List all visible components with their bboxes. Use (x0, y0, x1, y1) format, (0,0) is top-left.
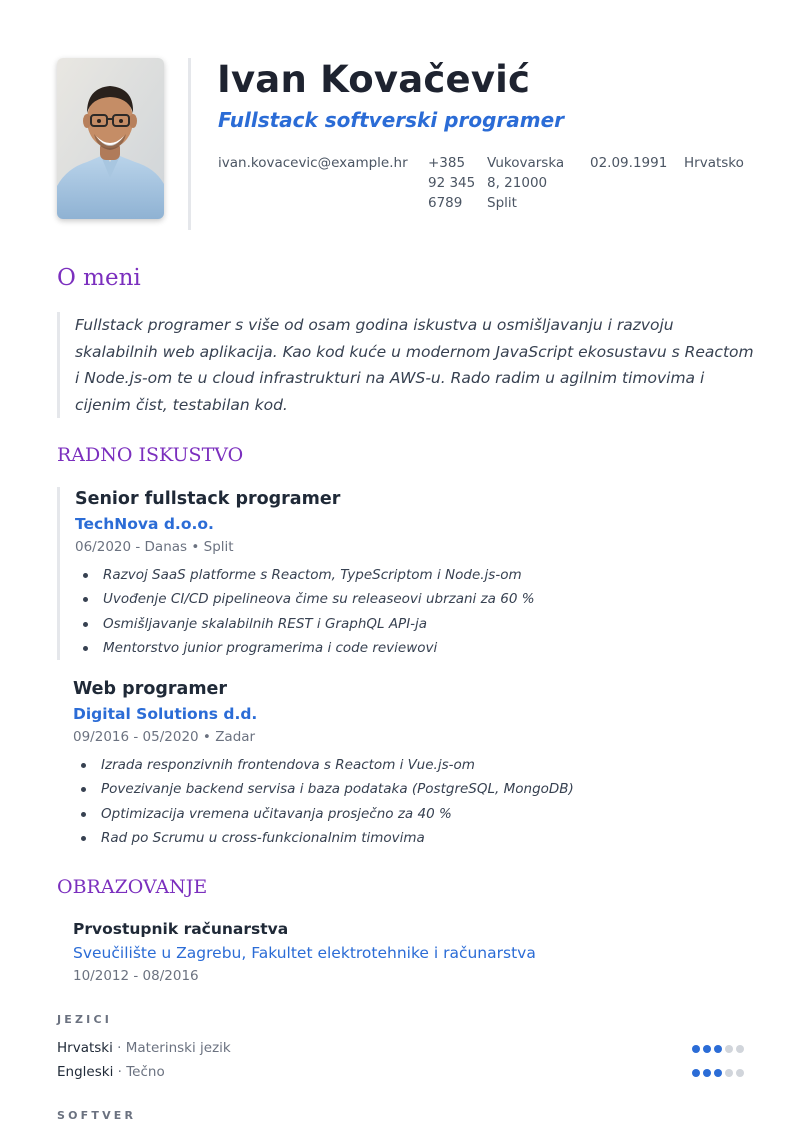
job-meta (73, 727, 763, 747)
job-entry (73, 677, 763, 850)
section-title-about: O meni (57, 265, 141, 291)
rating-dot (714, 1069, 722, 1077)
language-rating (692, 1069, 744, 1077)
language-separator: · (117, 1040, 122, 1056)
rating-dot (725, 1045, 733, 1053)
education-degree: Prvostupnik računarstva (73, 920, 289, 938)
language-level: Tečno (126, 1064, 165, 1080)
language-name: Engleski (57, 1064, 114, 1080)
rating-dot (703, 1069, 711, 1077)
header-divider (188, 58, 191, 230)
about-text: Fullstack programer s više od osam godina iskustva u osmišljavanju i razvoju skalabilnih web aplikacija. Kao kod kuće u modernom JavaScript ekosustavu s Reactom i Node.js-om te u cloud infrastrukturi na AWS-u. Rado radim u agilnim timovima i cijenim čist, testabilan kod. (57, 312, 757, 418)
rating-dot (703, 1045, 711, 1053)
job-bullet: Optimizacija vremena učitavanja prosječno za 40 % (73, 802, 763, 826)
job-bullets (73, 753, 763, 850)
job-title: Web programer (73, 679, 228, 699)
job-dates: 09/2016 - 05/2020 (73, 729, 199, 745)
profile-photo-image (57, 58, 164, 219)
education-dates: 10/2012 - 08/2016 (73, 968, 199, 984)
candidate-name: Ivan Kovačević (217, 58, 531, 101)
job-meta (75, 537, 757, 557)
meta-separator: • (191, 539, 200, 555)
job-company: Digital Solutions d.d. (73, 705, 258, 723)
rating-dot (692, 1069, 700, 1077)
candidate-role: Fullstack softverski programer (218, 108, 565, 132)
education-school: Sveučilište u Zagrebu, Fakultet elektrotehnike i računarstva (73, 944, 536, 962)
job-company: TechNova d.o.o. (75, 515, 214, 533)
section-title-experience: RADNO ISKUSTVO (57, 444, 244, 466)
contact-phone[interactable]: +385 92 345 6789 (428, 155, 476, 211)
contact-birth-date: 02.09.1991 (590, 155, 668, 171)
job-dates: 06/2020 - Danas (75, 539, 188, 555)
section-title-software: SOFTVER (57, 1109, 137, 1122)
contact-address: Vukovarska 8, 21000 Split (487, 155, 565, 211)
job-bullet: Mentorstvo junior programerima i code reviewovi (75, 636, 757, 660)
language-separator: · (117, 1064, 122, 1080)
education-entry (73, 918, 763, 986)
rating-dot (714, 1045, 722, 1053)
meta-separator: • (202, 729, 211, 745)
job-bullet: Izrada responzivnih frontendova s Reactom i Vue.js-om (73, 753, 763, 777)
job-bullet: Uvođenje CI/CD pipelineova čime su releaseovi ubrzani za 60 % (75, 587, 757, 611)
job-title: Senior fullstack programer (75, 489, 341, 509)
rating-dot (692, 1045, 700, 1053)
section-title-languages: JEZICI (57, 1013, 113, 1026)
language-row (57, 1040, 747, 1060)
contact-country: Hrvatsko (684, 155, 744, 171)
contact-email[interactable]: ivan.kovacevic@example.hr (218, 155, 408, 171)
section-title-education: OBRAZOVANJE (57, 876, 208, 898)
language-name: Hrvatski (57, 1040, 113, 1056)
profile-photo (57, 58, 164, 219)
language-rating (692, 1045, 744, 1053)
language-row (57, 1064, 747, 1084)
job-location: Zadar (215, 729, 256, 745)
rating-dot (736, 1069, 744, 1077)
job-bullet: Povezivanje backend servisa i baza podataka (PostgreSQL, MongoDB) (73, 777, 763, 801)
rating-dot (736, 1045, 744, 1053)
job-entry (57, 487, 757, 660)
language-level: Materinski jezik (125, 1040, 231, 1056)
job-location: Split (203, 539, 234, 555)
rating-dot (725, 1069, 733, 1077)
job-bullet: Rad po Scrumu u cross-funkcionalnim timovima (73, 826, 763, 850)
job-bullets (75, 563, 757, 660)
job-bullet: Razvoj SaaS platforme s Reactom, TypeScriptom i Node.js-om (75, 563, 757, 587)
job-bullet: Osmišljavanje skalabilnih REST i GraphQL API-ja (75, 612, 757, 636)
